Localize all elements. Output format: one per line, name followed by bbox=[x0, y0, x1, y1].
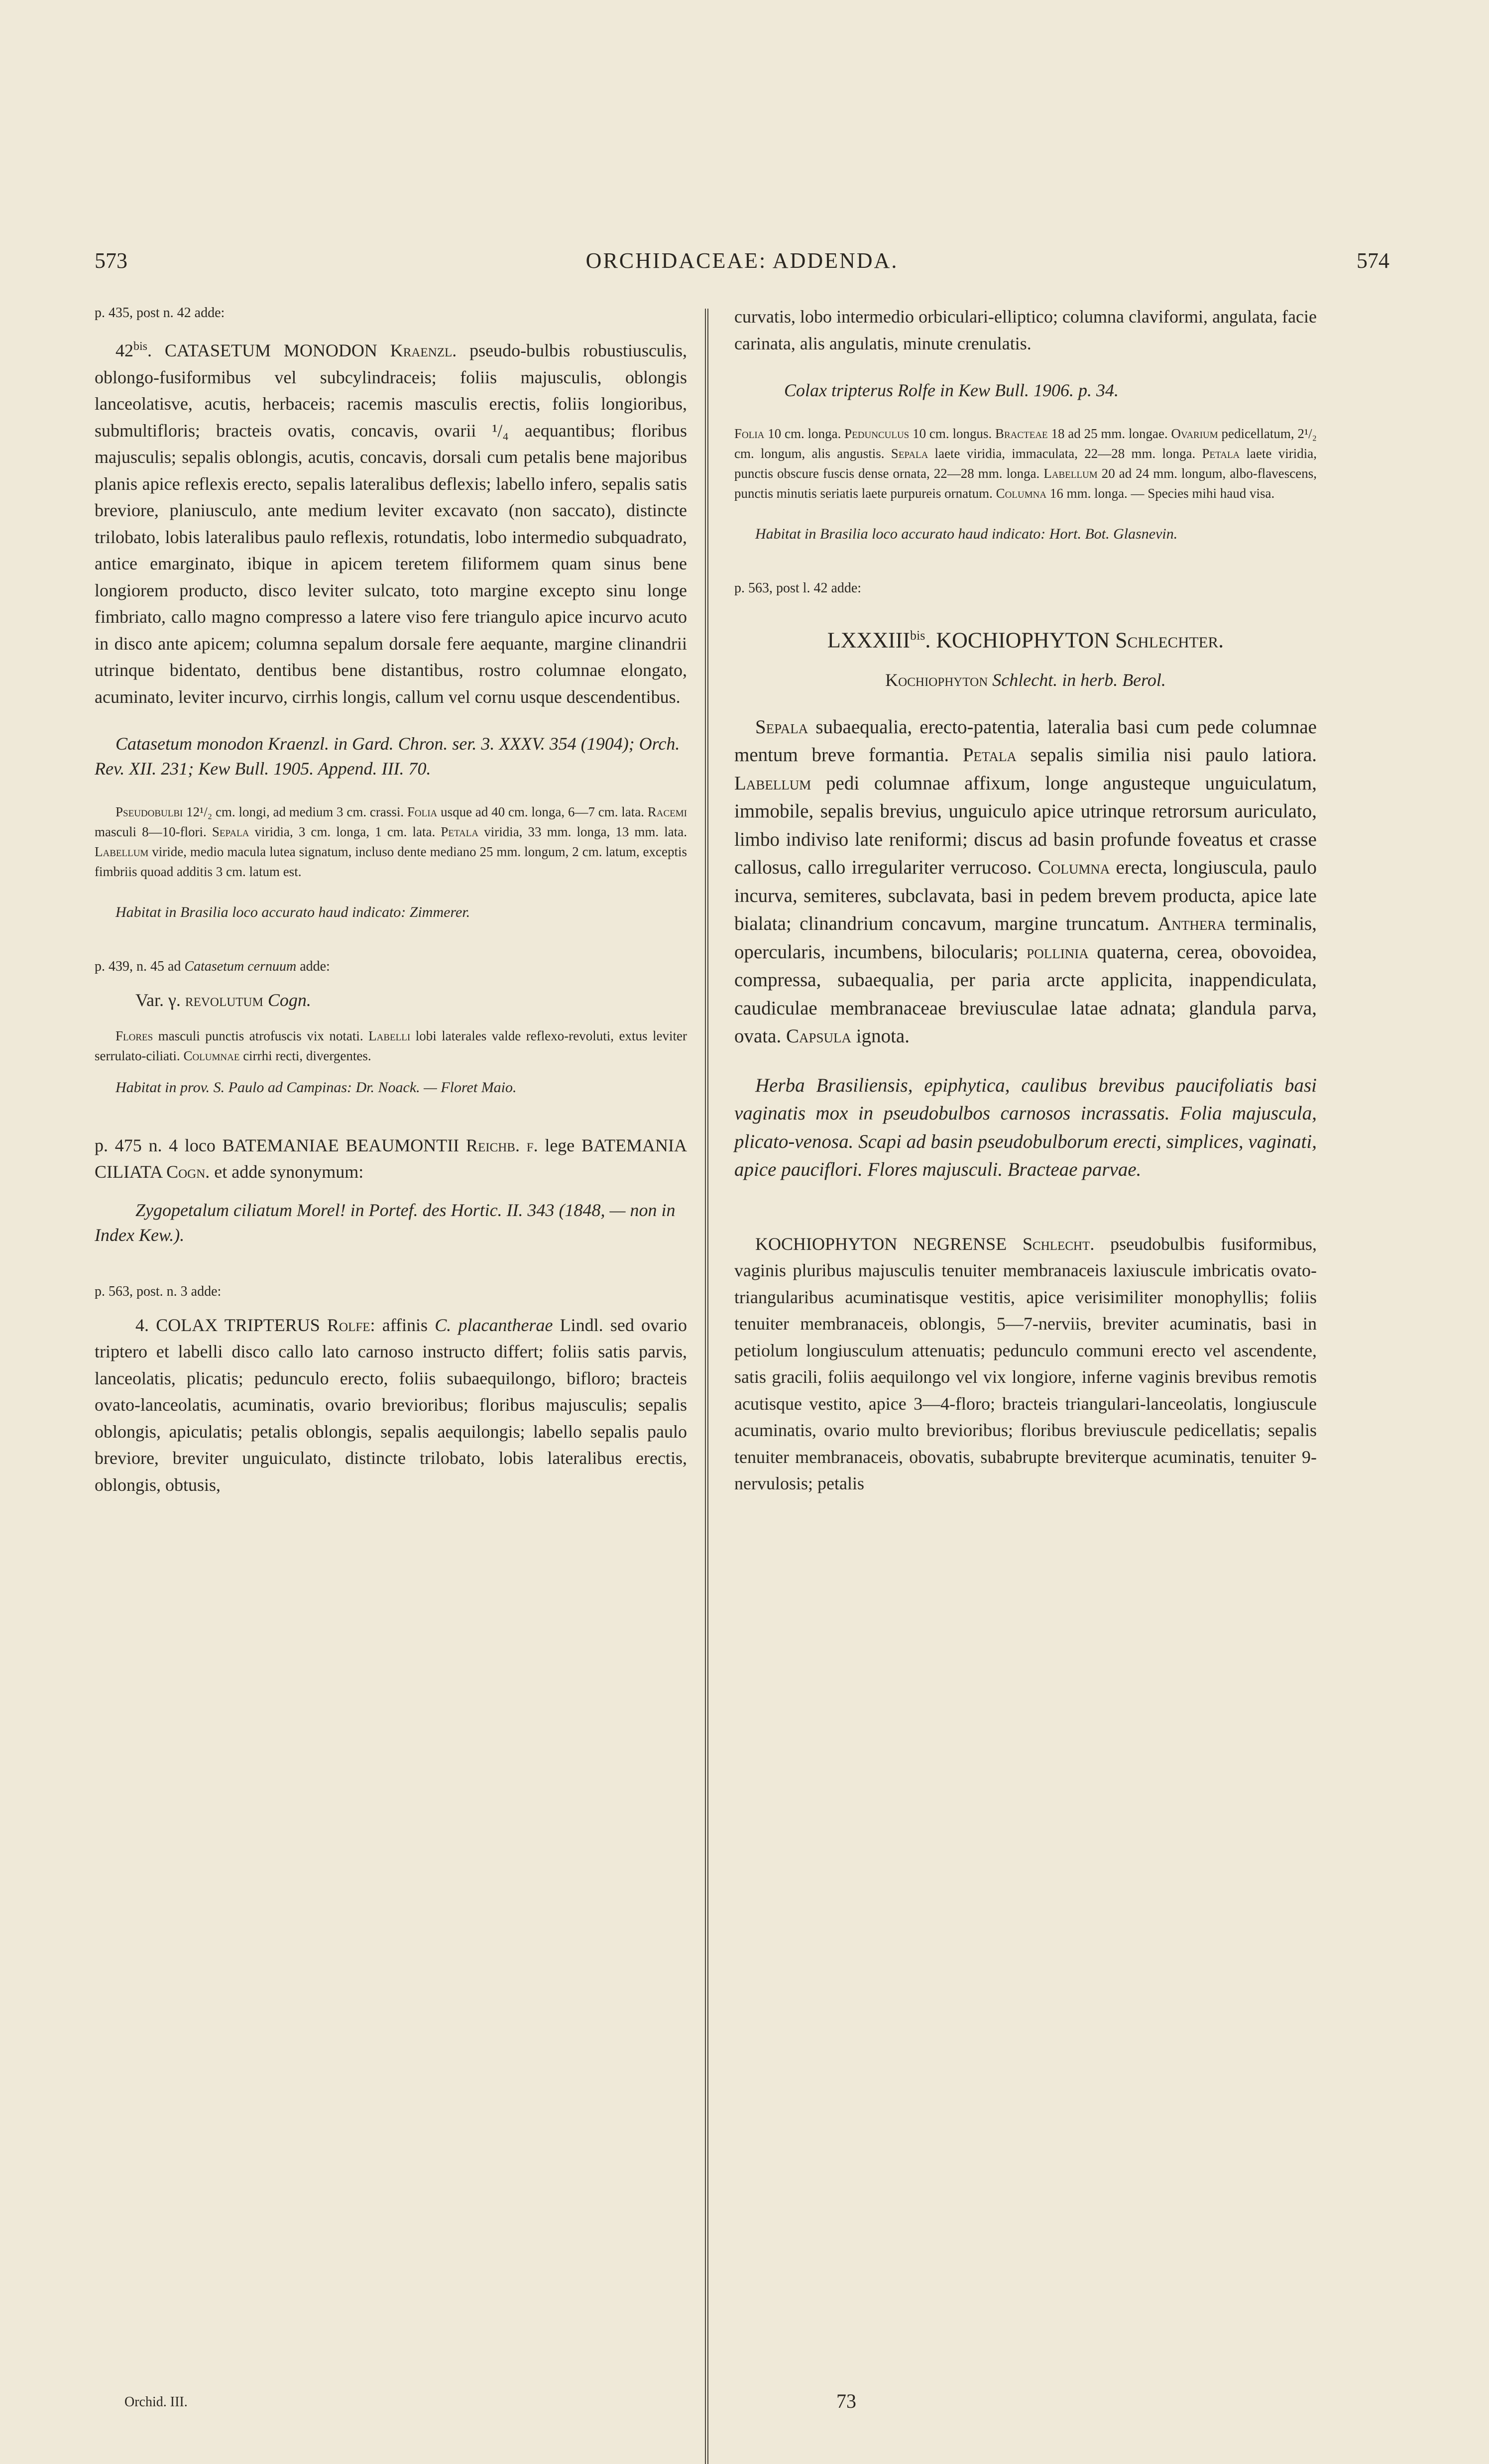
right-column bbox=[734, 304, 1317, 1497]
reference-line: p. 435, post n. 42 adde: bbox=[95, 305, 225, 321]
colax-continuation: curvatis, lobo intermedio orbiculari-elliptico; columna claviformi, angulata, facie carinata, alis angulatis, minute crenulatis. bbox=[734, 307, 1317, 353]
kochiophyton-negrense-description: KOCHIOPHYTON NEGRENSE Schlecht. pseudobulbis fusiformibus, vaginis pluribus majusculis tenuiter membranaceis laxiuscule imbricatis ovato-triangularibus acuminatisque vestitis, apice verisimiliter monophyllis; foliis tenuiter membranaceis, oblongis, 5—7-nerviis, breviter acuminatis, basi in petiolum longiusculum attenuatis; pedunculo communi erecto vel ascendente, satis gracili, foliis aequilongo vel vix longiore, inferne vaginis brevibus remotis acutisque vestito, apice 3—4-floro; bracteis triangulari-lanceolatis, longiuscule acuminatis, ovario multo brevioribus; floribus breviuscule pedicellatis; sepalis tenuiter membranaceis, obovatis, subabrupte breviterque acuminatis, tenuiter 9-nervulosis; petalis bbox=[734, 1233, 1317, 1494]
colax-habitat: Habitat in Brasilia loco accurato haud indicato: Hort. Bot. Glasnevin. bbox=[755, 526, 1178, 542]
reference-line: p. 563, post. n. 3 adde: bbox=[95, 1283, 222, 1299]
volume-footer: Orchid. III. bbox=[124, 2394, 188, 2410]
genus-habit: Herba Brasiliensis, epiphytica, caulibus brevibus paucifoliatis basi vaginatis mox in pseudobulbos carnosos incrassatis. Folia majuscula, plicato-venosa. Scapi ad basin pseudobulborum erecti, simplices, vaginati, apice pauciflori. Flores majusculi. Bracteae parvae. bbox=[734, 1074, 1317, 1181]
column-divider bbox=[705, 309, 708, 2464]
reference-line: p. 439, n. 45 ad Catasetum cernuum adde: bbox=[95, 959, 330, 974]
catasetum-monodon-description: $42^{bis}$. CATASETUM MONODON Kraenzl. pseudo-bulbis robustiusculis, oblongo-fusiformibus vel subcylindraceis; foliis majusculis, oblongis lanceolatisve, acutis, herbaceis; racemis masculis erectis, foliis longioribus, submultifloris; bracteis ovatis, concavis, ovarii ¹/₄ aequantibus; floribus majusculis; sepalis oblongis, acutis, concavis, dorsali cum petalis bene majoribus planis apice reflexis erecto, sepalis lateralibus deflexis; labello infero, sepalis satis breviore, planiusculo, ante medium leviter excavato (non saccato), distincte trilobato, lobis lateralibus paulo reflexis, rotundatis, lobo intermedio subquadrato, antice emarginato, ibique in apicem teretem filiformem quam sinus bene longiorem producto, disco leviter sulcato, toto margine excepto sinu longe fimbriato, callo magno compresso a latere viso fere triangulo apice incurvo acuto in disco ante apicem; columna sepalum dorsale fere aequante, margine clinandrii utrinque bidentato, dentibus bene distantibus, rostro columnae elongato, acuminato, leviter incurvo, cirrhis longis, callum vel cornu usque descendentibus. bbox=[95, 340, 687, 707]
genus-heading: $LXXXIII^{bis}$. KOCHIOPHYTON Schlechter. bbox=[827, 628, 1224, 653]
variety-heading: Var. γ. revolutum Cogn. bbox=[135, 990, 311, 1010]
reference-line: p. 563, post l. 42 adde: bbox=[734, 580, 862, 596]
genus-description: Sepala subaequalia, erecto-patentia, lateralia basi cum pede columnae mentum breve formantia. Petala sepalis similia nisi paulo latiora. Labellum pedi columnae affixum, longe angusteque unguiculatum, immobile, sepalis brevius, unguiculo apice utrinque retrorsum auriculato, limbo indiviso late reniformi; discus ad basin profunde foveatus et crasse callosus, callo irregulariter verrucoso. Columna erecta, longiuscula, paulo incurva, semiteres, subclavata, basi in pedem brevem producta, apice late bialata; clinandrium concavum, margine truncatum. Anthera terminalis, opercularis, incumbens, bilocularis; pollinia quaterna, cerea, obovoidea, compressa, subaequalia, per paria arcte applicita, inappendiculata, caudiculae membranaceae breviusculae latae adnata; glandula parva, ovata. Capsula ignota. bbox=[734, 716, 1317, 1047]
signature-mark: 73 bbox=[836, 2390, 856, 2412]
running-header bbox=[95, 248, 1389, 283]
batemania-synonym: Zygopetalum ciliatum Morel! in Portef. des Hortic. II. 343 (1848, — non in Index Kew.). bbox=[95, 1200, 676, 1245]
variety-habitat: Habitat in prov. S. Paulo ad Campinas: Dr. Noack. — Floret Maio. bbox=[115, 1079, 517, 1096]
genus-synonym: Kochiophyton Schlecht. in herb. Berol. bbox=[885, 670, 1166, 690]
colax-measurements: Folia 10 cm. longa. Pedunculus 10 cm. longus. Bracteae 18 ad 25 mm. longae. Ovarium pedicellatum, 2¹/₂ cm. longum, alis angustis. Sepala laete viridia, immaculata, 22—28 mm. longa. Petala laete viridia, punctis obscure fuscis dense ornata, 22—28 mm. longa. Labellum 20 ad 24 mm. longum, albo-flavescens, punctis minutis seriatis laete purpureis ornatum. Columna 16 mm. longa. — Species mihi haud visa. bbox=[734, 426, 1317, 501]
catasetum-habitat: Habitat in Brasilia loco accurato haud indicato: Zimmerer. bbox=[115, 904, 470, 920]
colax-citation: Colax tripterus Rolfe in Kew Bull. 1906. p. 34. bbox=[784, 380, 1119, 400]
catasetum-citation: Catasetum monodon Kraenzl. in Gard. Chron. ser. 3. XXXV. 354 (1904); Orch. Rev. XII. 231; Kew Bull. 1905. Append. III. 70. bbox=[95, 734, 680, 779]
catasetum-measurements: Pseudobulbi 12¹/₂ cm. longi, ad medium 3 cm. crassi. Folia usque ad 40 cm. longa, 6—7 cm. lata. Racemi masculi 8—10-flori. Sepala viridia, 3 cm. longa, 1 cm. lata. Petala viridia, 33 mm. longa, 13 mm. lata. Labellum viride, medio macula lutea signatum, incluso dente mediano 25 mm. longum, 2 cm. latum, exceptis fimbriis quoad additis 3 cm. latum est. bbox=[95, 804, 687, 879]
page-number-right: 574 bbox=[1357, 248, 1389, 273]
batemania-correction: p. 475 n. 4 loco BATEMANIAE BEAUMONTII Reichb. f. lege BATEMANIA CILIATA Cogn. et adde synonymum: bbox=[95, 1135, 687, 1182]
running-title: ORCHIDACEAE: ADDENDA. bbox=[585, 248, 899, 273]
colax-tripterus-description: 4. COLAX TRIPTERUS Rolfe: affinis C. placantherae Lindl. sed ovario triptero et labelli disco callo lato carnoso instructo differt; foliis satis parvis, lanceolatis, plicatis; pedunculo erecto, foliis subaequilongo, bifloro; bracteis ovato-lanceolatis, acuminatis, ovario brevioribus; floribus majusculis; sepalis oblongis, apiculatis; petalis oblongis, sepalis aequilongis; labello sepalis paulo breviore, breviter unguiculato, distincte trilobato, lobis lateralibus erectis, oblongis, obtusis, bbox=[95, 1315, 687, 1495]
left-column bbox=[95, 304, 687, 1498]
variety-description: Flores masculi punctis atrofuscis vix notati. Labelli lobi laterales valde reflexo-revoluti, extus leviter serrulato-ciliati. Columnae cirrhi recti, divergentes. bbox=[95, 1028, 687, 1063]
page-number-left: 573 bbox=[95, 248, 127, 273]
